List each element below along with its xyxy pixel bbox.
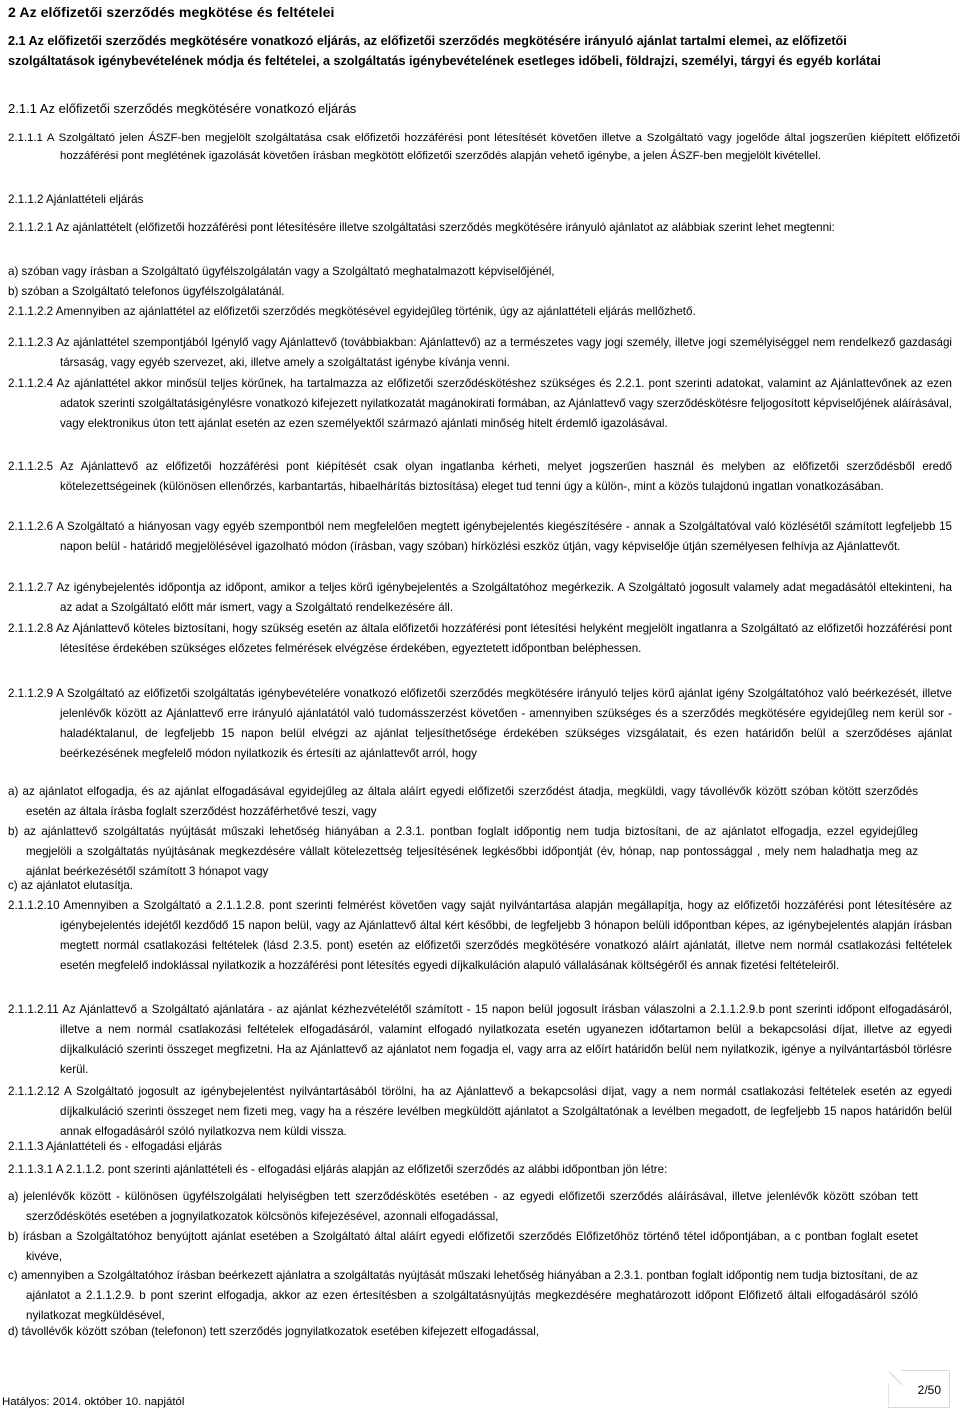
- paragraph-2-1-1-2-2: 2.1.1.2.2 Amennyiben az ajánlattétel az előfizetői szerződés megkötésével egyidejűleg történik, úgy az ajánlattételi eljárás mellőzhető.: [8, 305, 696, 318]
- paragraph-2-1-1-2-5: 2.1.1.2.5 Az Ajánlattevő az előfizetői hozzáférési pont kiépítését csak olyan ingatlanba kérheti, melyet jogszerűen használ és melyben az előfizetői szerződésből eredő kötelezettségeinek (különösen ellenőrzés, karbantartás, hibaelhárítás biztosítása) eleget tud tenni úgy a külön-, mint a közös tulajdonú ingatlan vonatkozásában.: [8, 460, 952, 493]
- page-number-box: [888, 1370, 950, 1408]
- paragraph-2-1-1-2-4: 2.1.1.2.4 Az ajánlattétel akkor minősül teljes körűnek, ha tartalmazza az előfizetői szerződéskötéshez szükséges és 2.2.1. pont szerinti adatokat, valamint az Ajánlattevőnek az ezen adatok szerinti szolgáltatásigénylésre vonatkozó kifejezett nyilatkozatát magánokirati formában, az Ajánlattevő vagy szerződéskötésre feljogosított képviselőjének aláírásával, vagy elektronikus úton tett ajánlat esetén az ezen személyektől származó ajánlati minőség hitelt érdemlő igazolásával.: [8, 377, 952, 430]
- list-item-a: a) szóban vagy írásban a Szolgáltató ügyfélszolgálatán vagy a Szolgáltató meghatalmazott képviselőjénél,: [8, 265, 555, 278]
- section-heading-2-1: 2.1 Az előfizetői szerződés megkötésére vonatkozó eljárás, az előfizetői szerződés megkötésére irányuló ajánlat tartalmi elemei, az előfizetői szolgáltatások igénybevételének módja és feltételei, a szolgáltatás igénybevételének esetleges időbeli, földrajzi, személyi, tárgyi és egyéb korlátai: [8, 34, 881, 68]
- option-a-accept: a) az ajánlatot elfogadja, és az ajánlat elfogadásával egyidejűleg az általa aláírt egyedi előfizetői szerződést átadja, megküldi, vagy távollévők között szóban kötött szerződés esetén az általa írásba foglalt szerződést hozzáférhetővé teszi, vagy: [8, 785, 918, 818]
- option-c-reject: c) az ajánlatot elutasítja.: [8, 879, 134, 892]
- footer-effective-date: Hatályos: 2014. október 10. napjától: [2, 1396, 185, 1408]
- section-heading-2-1-1: 2.1.1 Az előfizetői szerződés megkötésére vonatkozó eljárás: [8, 101, 357, 116]
- subheading-2-1-1-2: 2.1.1.2 Ajánlattételi eljárás: [8, 193, 144, 206]
- paragraph-2-1-1-2-3: 2.1.1.2.3 Az ajánlattétel szempontjából Igénylő vagy Ajánlattevő (továbbiakban: Ajánlattevő) az a természetes vagy jogi személy, illetve jogi személyiséggel nem rendelkező gazdasági társaság, vagy egyéb szervezet, aki, illetve amely a szolgáltatást igénybe kívánja venni.: [8, 336, 952, 369]
- paragraph-2-1-1-2-10: 2.1.1.2.10 Amennyiben a Szolgáltató a 2.1.1.2.8. pont szerinti felmérést követően vagy saját nyilvántartása alapján megállapítja, hogy az előfizetői hozzáférési pont létesítésére az igénybejelentés idejétől kezdődő 15 napon belül, vagy az Ajánlattevő által kért későbbi, de legfeljebb 3 hónapon belüli időpontban képes, az igénybejelentés alapján írásban megtett normál csatlakozási feltételek (lásd 2.3.5. pont) esetén az előfizetői szerződés megkötésére vonatkozó aláírt ajánlatát, illetve nem normál csatlakozási feltételek esetén megfelelő indoklással nyilatkozik a hozzáférési pont létesítés egyedi díjkalkuláción alapuló vállalásának költségéről és annak fizetési feltételeiről.: [8, 899, 952, 972]
- paragraph-2-1-1-2-8: 2.1.1.2.8 Az Ajánlattevő köteles biztosítani, hogy szükség esetén az általa előfizetői hozzáférési pont létesítési helyként megjelölt ingatlanra a Szolgáltató az előfizetői hozzáférési pont létesítése érdekében szükséges előzetes felmérések elvégzése érdekében, egyeztetett időpontban beléphessen.: [8, 622, 952, 655]
- option-b-accept-later: b) az ajánlattevő szolgáltatás nyújtását műszaki lehetőség hiányában a 2.3.1. pontban foglalt időpontig nem tudja biztosítani, de az ajánlatot elfogadja, ezzel egyidejűleg megjelöli a szolgáltatás nyújtásának megkezdésére vállalt kötelezettség teljesítésének legkésőbbi időpontját (év, hónap, nap pontossággal , mely nem haladhatja meg az ajánlat beérkezésétől számított 3 hónapot vagy: [8, 825, 918, 878]
- paragraph-2-1-1-2-6: 2.1.1.2.6 A Szolgáltató a hiányosan vagy egyéb szempontból nem megfelelően megtett igénybejelentés kiegészítésére - annak a Szolgáltatóval való közlésétől számított legfeljebb 15 napon belül - határidő megjelölésével igazolható módon (írásban, vagy szóban) hírközlési eszköz útján, vagy képviselője útján személyesen felhívja az Ajánlattevőt.: [8, 520, 952, 553]
- formation-a-present: a) jelenlévők között - különösen ügyfélszolgálati helyiségben tett szerződéskötés esetében - az egyedi előfizetői szerződés aláírásával, illetve jelenlévők között szóban tett szerződéskötés esetében a jognyilatkozatok kölcsönös kifejezésével, azonnali elfogadással,: [8, 1190, 918, 1223]
- paragraph-2-1-1-2-11: 2.1.1.2.11 Az Ajánlattevő a Szolgáltató ajánlatára - az ajánlat kézhezvételétől számított - 15 napon belül jogosult írásban válaszolni a 2.1.1.2.9.b pont szerinti időpont elfogadásáról, illetve a nem normál csatlakozási feltételek elfogadásáról, valamint elfogadó nyilatkozata esetén ugyanezen időtartamon belül a bekapcsolási díjat, illetve az egyedi díjkalkuláció szerinti összeget megfizetni. Ha az Ajánlattevő az ajánlatot nem fogadja el, vagy arra az előírt határidőn belül nem nyilatkozik, igénye a nyilvántartásból törlésre kerül.: [8, 1003, 952, 1076]
- list-item-b: b) szóban a Szolgáltató telefonos ügyfélszolgálatánál.: [8, 285, 285, 298]
- paragraph-2-1-1-1: 2.1.1.1 A Szolgáltató jelen ÁSZF-ben megjelölt szolgáltatása csak előfizetői hozzáférési pont létesítését követően illetve a Szolgáltató vagy jogelőde által jogszerűen kiépített előfizetői hozzáférési pont meglétének igazolását követően írásban megkötött előfizetői szerződés alapján vehető igénybe, a jelen ÁSZF-ben megjelölt kivétellel.: [8, 132, 960, 162]
- page-number: 2/50: [917, 1383, 941, 1397]
- section-heading-2: 2 Az előfizetői szerződés megkötése és feltételei: [8, 4, 335, 20]
- paragraph-2-1-1-2-12: 2.1.1.2.12 A Szolgáltató jogosult az igénybejelentést nyilvántartásából törölni, ha az Ajánlattevő a bekapcsolási díjat, vagy a nem normál csatlakozási feltételek esetén az egyedi díjkalkuláció szerinti összeget nem fizeti meg, vagy ha a részére levélben megküldött ajánlatot a Szolgáltatónak a levélben megadott, de legfeljebb 15 napos határidőn belül annak elfogadásáról szóló nyilatkozva nem küldi vissza.: [8, 1085, 952, 1138]
- subheading-2-1-1-3: 2.1.1.3 Ajánlattételi és - elfogadási eljárás: [8, 1140, 222, 1153]
- formation-d-remote: d) távollévők között szóban (telefonon) tett szerződés jognyilatkozatok esetében kifejezett elfogadással,: [8, 1325, 540, 1338]
- formation-c-delayed: c) amennyiben a Szolgáltatóhoz írásban beérkezett ajánlatra a szolgáltatás nyújtását műszaki lehetőség hiányában a 2.3.1. pontban foglalt időpontig nem tudja biztosítani, de az ajánlatot a 2.1.1.2.9. b pont szerint elfogadja, akkor az ezen értesítésben a szolgáltatásnyújtás megkezdésére meghatározott időpont Előfizető általi elfogadásáról szóló nyilatkozat megküldésével,: [8, 1269, 918, 1322]
- paragraph-2-1-1-2-7: 2.1.1.2.7 Az igénybejelentés időpontja az időpont, amikor a teljes körű igénybejelentés a Szolgáltatóhoz megérkezik. A Szolgáltató jogosult valamely adat megadásától eltekinteni, ha az adat a Szolgáltató előtt már ismert, vagy a Szolgáltató rendelkezésére áll.: [8, 581, 952, 614]
- paragraph-2-1-1-2-9: 2.1.1.2.9 A Szolgáltató az előfizetői szolgáltatás igénybevételére vonatkozó előfizetői szerződés megkötésére irányuló teljes körű ajánlat igény Szolgáltatóhoz való beérkezését, illetve jelenlévők között az Ajánlattevő erre irányuló ajánlatától való tudomásszerzést követően - amennyiben szükséges és a szerződés megkötésére egyidejűleg nem kerül sor - haladéktalanul, de legfeljebb 15 napon belül elvégzi az ajánlat teljesíthetősége érdekében szükséges vizsgálatait, és ezen határidőn belül a szerződéses ajánlat beérkezésének megfelelő módon nyilatkozik és értesíti az ajánlattevőt arról, hogy: [8, 687, 952, 760]
- paragraph-2-1-1-3-1: 2.1.1.3.1 A 2.1.1.2. pont szerinti ajánlattételi és - elfogadási eljárás alapján az előfizetői szerződés az alábbi időpontban jön létre:: [8, 1163, 668, 1176]
- paragraph-2-1-1-2-1: 2.1.1.2.1 Az ajánlattételt (előfizetői hozzáférési pont létesítésére illetve szolgáltatási szerződés megkötésére irányuló ajánlatot az alábbiak szerint lehet megtenni:: [8, 221, 835, 234]
- formation-b-written: b) írásban a Szolgáltatóhoz benyújtott ajánlat esetében a Szolgáltató által aláírt egyedi előfizetői szerződés Előfizetőhöz történő tétel időpontjában, a c pontban foglalt esetet kivéve,: [8, 1230, 918, 1263]
